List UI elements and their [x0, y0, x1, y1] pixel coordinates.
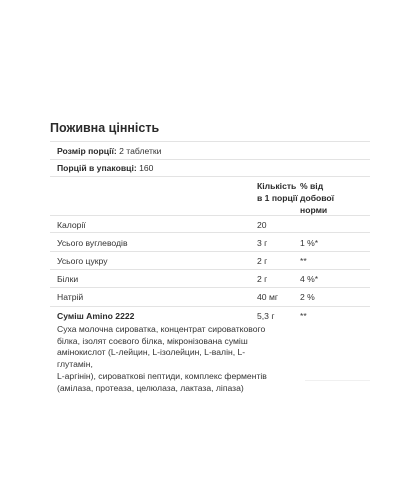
divider — [50, 306, 370, 307]
pct-header — [300, 180, 334, 216]
amount-header-line2: в 1 порції — [257, 193, 298, 203]
row-amount: 40 мг — [257, 292, 278, 302]
row-name: Усього цукру — [57, 256, 108, 266]
amount-header — [257, 180, 298, 204]
nutrition-title: Поживна цінність — [50, 121, 160, 135]
divider — [50, 141, 370, 142]
serving-size-row — [57, 146, 161, 156]
row-pct: 1 %* — [300, 238, 319, 248]
divider — [50, 251, 370, 252]
divider — [305, 380, 370, 381]
blend-description — [57, 324, 277, 394]
pct-header-line3: норми — [300, 205, 328, 215]
serving-size-label: Розмір порції: — [57, 146, 117, 156]
row-amount: 3 г — [257, 238, 268, 248]
blend-line: амінокислот (L-лейцин, L-ізолейцин, L-валін, L-глутамін, — [57, 347, 246, 370]
amount-header-line1: Кількість — [257, 181, 297, 191]
row-name: Усього вуглеводів — [57, 238, 128, 248]
divider — [50, 215, 370, 216]
row-name: Білки — [57, 274, 79, 284]
servings-row — [57, 163, 153, 173]
divider — [50, 159, 370, 160]
row-name: Калорії — [57, 220, 86, 230]
row-name: Натрій — [57, 292, 84, 302]
row-pct: 2 % — [300, 292, 315, 302]
servings-label: Порцій в упаковці: — [57, 163, 137, 173]
blend-line: (амілаза, протеаза, целюлаза, лактаза, ліпаза) — [57, 382, 244, 393]
divider — [50, 287, 370, 288]
pct-header-line1: % від — [300, 181, 324, 191]
servings-value: 160 — [139, 163, 154, 173]
pct-header-line2: добової — [300, 193, 335, 203]
row-amount: 20 — [257, 220, 267, 230]
row-pct: 4 %* — [300, 274, 319, 284]
row-pct: ** — [300, 256, 307, 266]
blend-line: білка, ізолят соєвого білка, мікронізована суміш — [57, 335, 248, 346]
blend-name: Суміш Amino 2222 — [57, 311, 135, 321]
blend-amount: 5,3 г — [257, 311, 275, 321]
row-amount: 2 г — [257, 256, 268, 266]
row-amount: 2 г — [257, 274, 268, 284]
blend-pct: ** — [300, 311, 307, 321]
divider — [50, 176, 370, 177]
divider — [50, 269, 370, 270]
blend-line: L-аргінін), сироваткові пептиди, комплекс ферментів — [57, 370, 267, 381]
serving-size-value: 2 таблетки — [119, 146, 162, 156]
divider — [50, 232, 370, 233]
blend-line: Суха молочна сироватка, концентрат сироваткового — [57, 324, 266, 334]
